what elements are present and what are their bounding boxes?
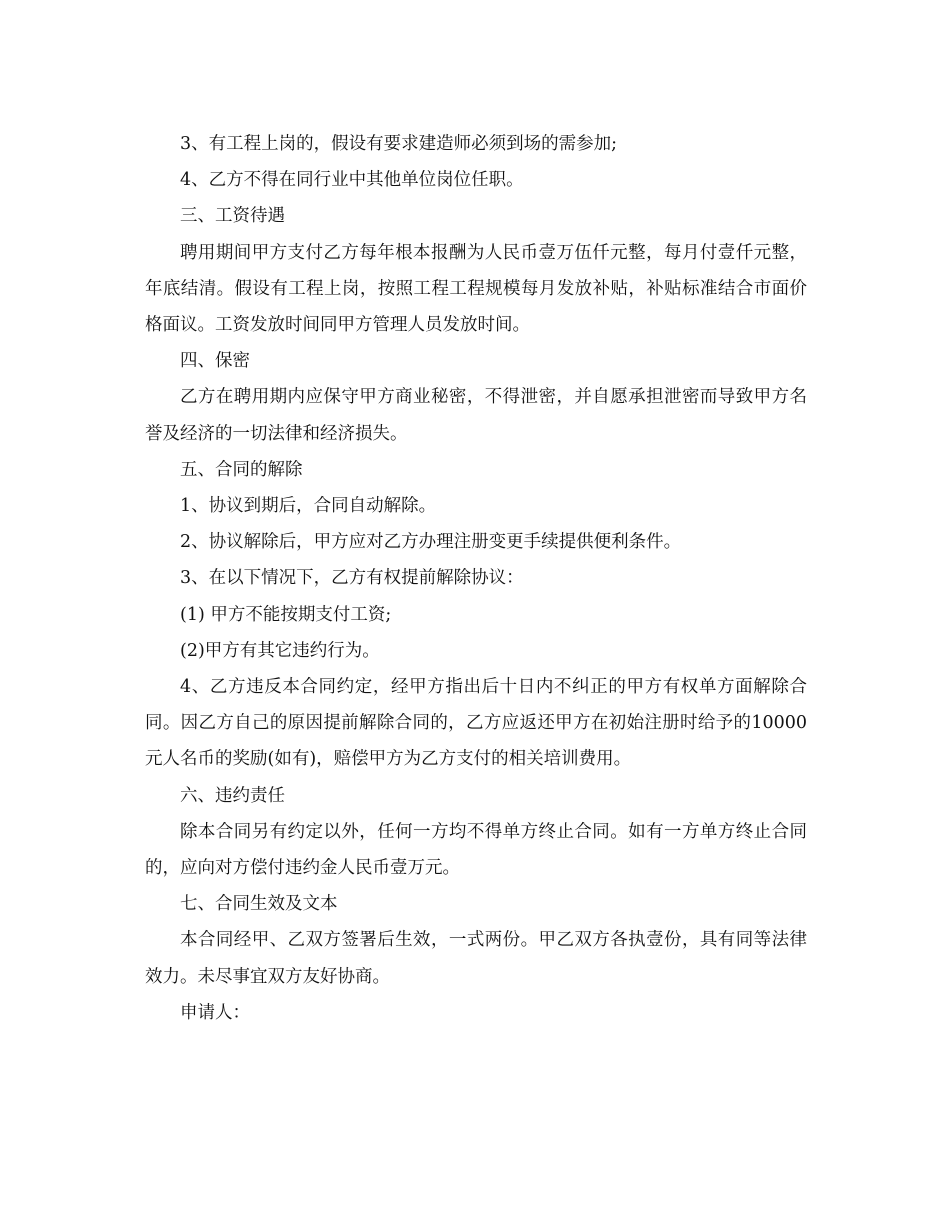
- effectiveness-paragraph: 本合同经甲、乙双方签署后生效，一式两份。甲乙双方各执壹份，具有同等法律效力。未尽事宜双方友好协商。: [145, 930, 807, 987]
- termination-item-3: 3、在以下情况下，乙方有权提前解除协议：: [180, 568, 524, 589]
- termination-item-1: 1、协议到期后，合同自动解除。: [180, 496, 437, 517]
- confidentiality-paragraph: 乙方在聘用期内应保守甲方商业秘密，不得泄密，并自愿承担泄密而导致甲方名誉及经济的一切法律和经济损失。: [145, 387, 807, 444]
- termination-subitem-1: (1) 甲方不能按期支付工资;: [180, 604, 392, 625]
- termination-item-4: 4、乙方违反本合同约定，经甲方指出后十日内不纠正的甲方有权单方面解除合同。因乙方自己的原因提前解除合同的，乙方应返还甲方在初始注册时给予的10000元人名币的奖励(如有)，赔偿甲方为乙方支付的相关培训费用。: [145, 677, 807, 770]
- document-body: [145, 126, 807, 1031]
- liability-paragraph: 除本合同另有约定以外，任何一方均不得单方终止合同。如有一方单方终止合同的，应向对方偿付违约金人民币壹万元。: [145, 821, 807, 879]
- section-heading-salary: 三、工资待遇: [180, 206, 285, 227]
- section-heading-liability: 六、违约责任: [180, 785, 285, 806]
- applicant-label: 申请人：: [180, 1002, 250, 1023]
- clause-3-site-attendance: 3、有工程上岗的，假设有要求建造师必须到场的需参加;: [180, 134, 618, 154]
- termination-item-2: 2、协议解除后，甲方应对乙方办理注册变更手续提供便利条件。: [180, 532, 682, 553]
- termination-subitem-2: (2)甲方有其它违约行为。: [180, 640, 380, 661]
- clause-4-no-other-employment: 4、乙方不得在同行业中其他单位岗位任职。: [180, 170, 524, 191]
- section-heading-confidentiality: 四、保密: [180, 351, 250, 372]
- salary-paragraph: 聘用期间甲方支付乙方每年根本报酬为人民币壹万伍仟元整，每月付壹仟元整，年底结清。假设有工程上岗，按照工程工程规模每月发放补贴，补贴标准结合市面价格面议。工资发放时间同甲方管理人员发放时间。: [145, 242, 807, 336]
- section-heading-termination: 五、合同的解除: [180, 459, 303, 480]
- section-heading-effectiveness: 七、合同生效及文本: [180, 894, 338, 915]
